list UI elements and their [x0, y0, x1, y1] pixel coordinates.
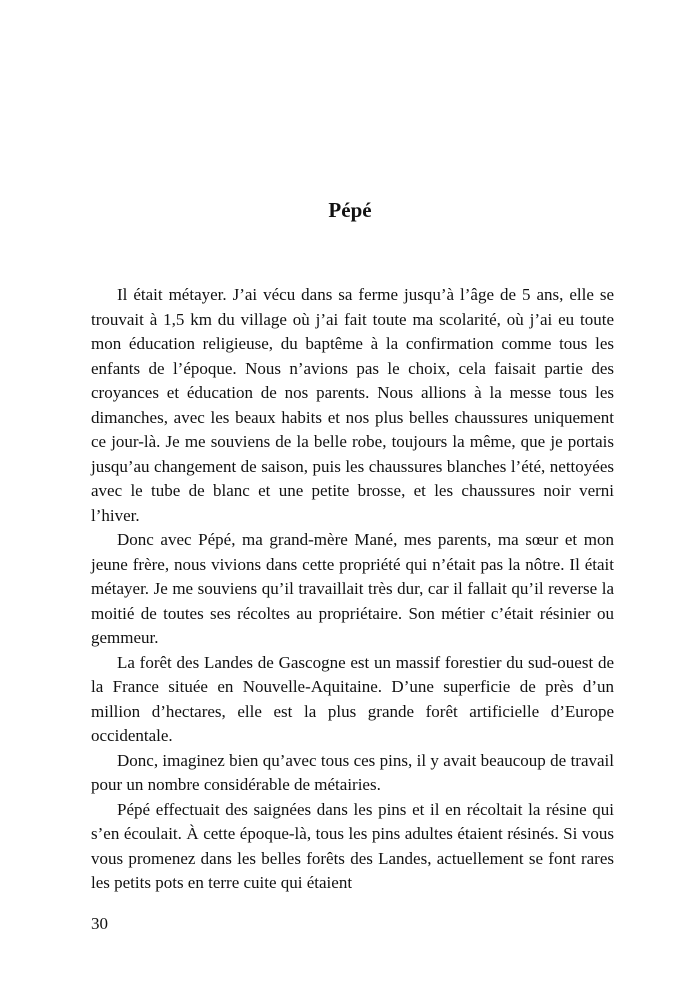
paragraph: Donc, imaginez bien qu’avec tous ces pins, il y avait beaucoup de travail pour un nombre considérable de métairies.: [91, 750, 614, 794]
paragraph: Donc avec Pépé, ma grand-mère Mané, mes parents, ma sœur et mon jeune frère, nous vivions dans cette propriété qui n’était pas la nôtre. Il était métayer. Je me souviens qu’il travaillait très dur, car il fallait qu’il reverse la moitié de toutes ses récoltes au propriétaire. Son métier c’était résinier ou gemmeur.: [91, 530, 614, 647]
paragraph: Pépé effectuait des saignées dans les pins et il en récoltait la résine qui s’en écoulait. À cette époque-là, tous les pins adultes étaient résinés. Si vous vous promenez dans les belles forêts des Landes, actuellement se font rares les petits pots en terre cuite qui étaient: [91, 799, 614, 892]
paragraph: La forêt des Landes de Gascogne est un massif forestier du sud-ouest de la France située en Nouvelle-Aquitaine. D’une superficie de près d’un million d’hectares, elle est la plus grande forêt artificielle d’Europe occidentale.: [91, 652, 614, 745]
paragraph: Il était métayer. J’ai vécu dans sa ferme jusqu’à l’âge de 5 ans, elle se trouvait à 1,5 km du village où j’ai fait toute ma scolarité, où j’ai eu toute mon éducation religieuse, du baptême à la confirmation comme tous les enfants de l’époque. Nous n’avions pas le choix, cela faisait partie des croyances et éducation de nos parents. Nous allions à la messe tous les dimanches, avec les beaux habits et nos plus belles chaussures uniquement ce jour-là. Je me souviens de la belle robe, toujours la même, que je portais jusqu’au changement de saison, puis les chaussures blanches l’été, nettoyées avec le tube de blanc et une petite brosse, et les chaussures noir verni l’hiver.: [91, 285, 614, 525]
page-number: 30: [91, 914, 108, 933]
chapter-title: Pépé: [328, 198, 372, 222]
body-text: [91, 283, 614, 896]
